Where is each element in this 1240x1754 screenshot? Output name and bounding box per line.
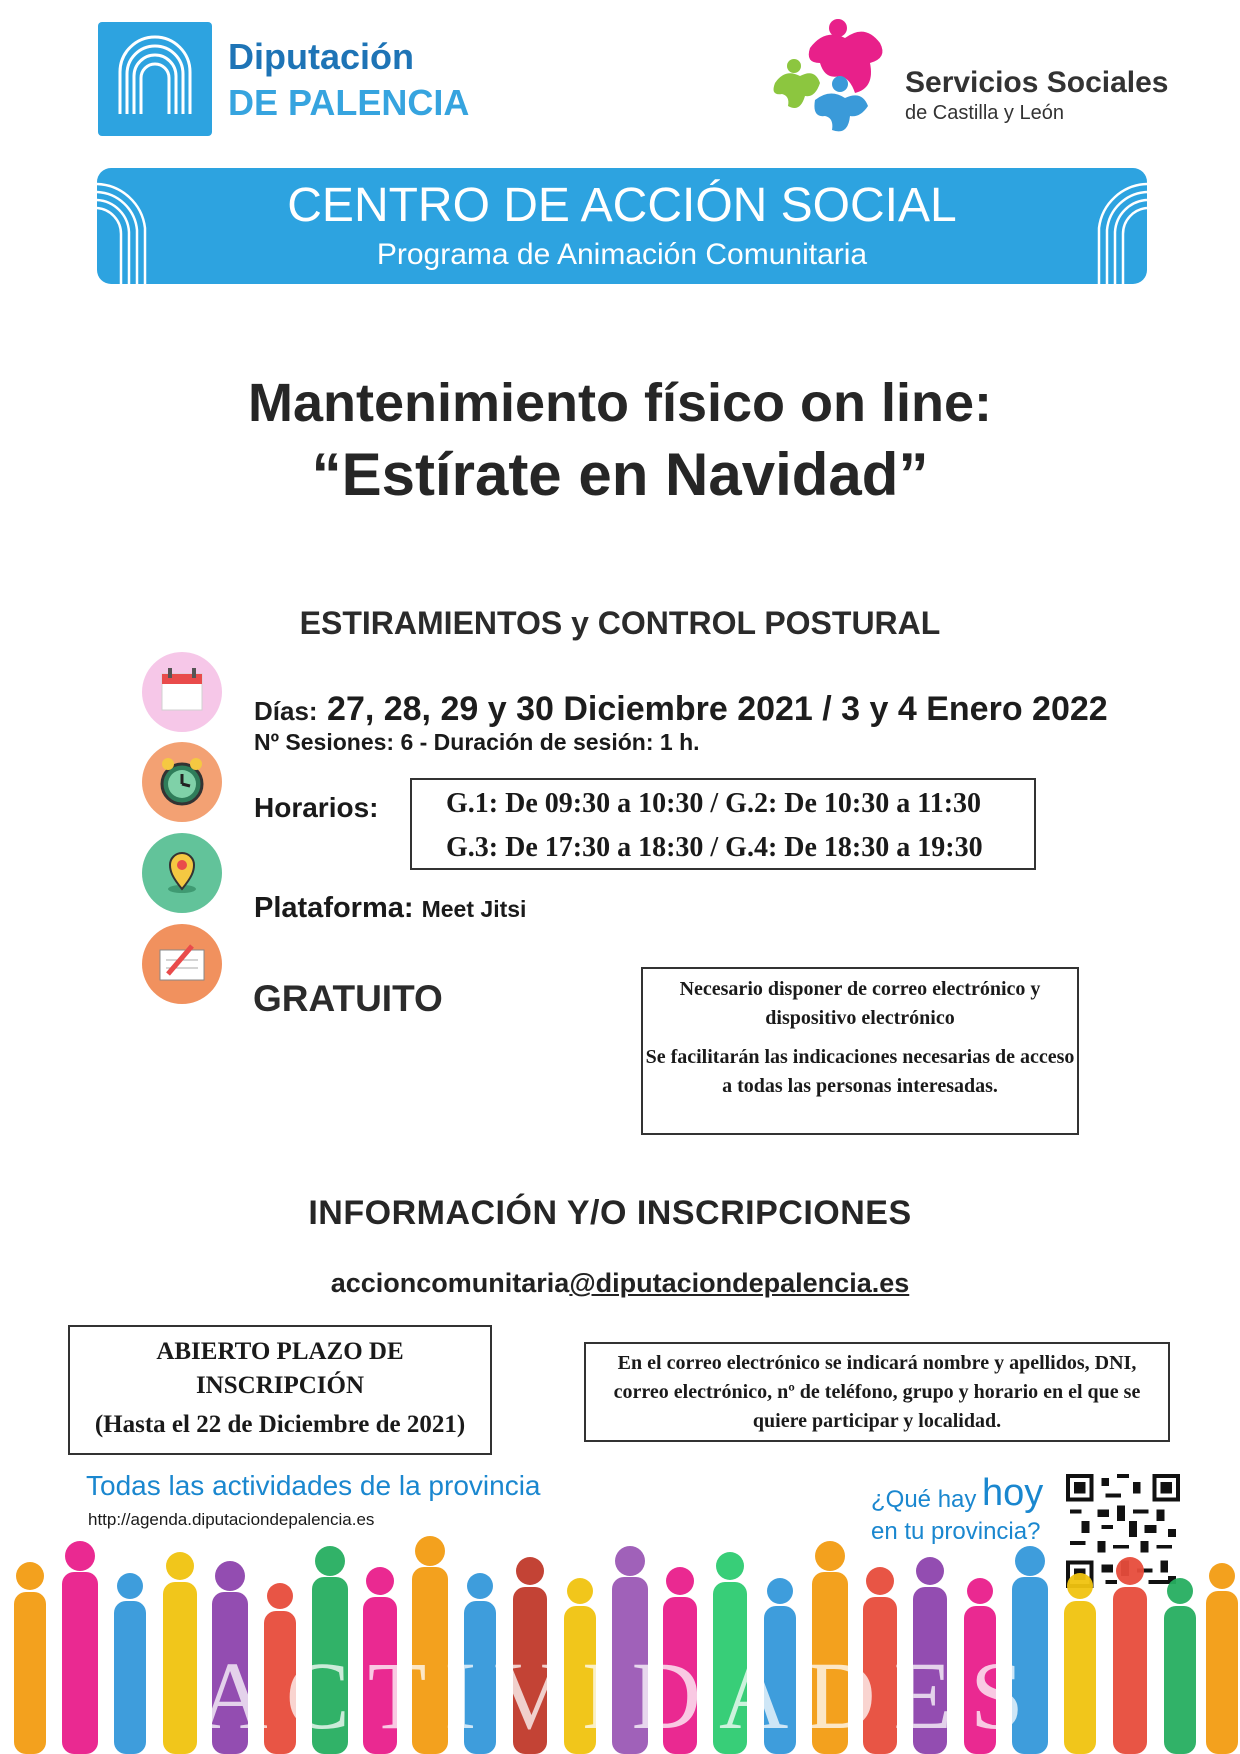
agenda-title: Todas las actividades de la provincia	[86, 1470, 541, 1501]
diputacion-logo-icon	[98, 22, 212, 136]
calendar-icon	[142, 652, 222, 732]
activity-subtitle: ESTIRAMIENTOS y CONTROL POSTURAL	[299, 605, 941, 641]
servicios-sociales-logo-icon	[770, 18, 920, 148]
diputacion-name-line2: DE PALENCIA	[228, 82, 470, 123]
dias-value: 27, 28, 29 y 30 Diciembre 2021 / 3 y 4 Enero 2022	[327, 690, 1108, 728]
dias-row	[254, 690, 1108, 729]
alarm-clock-icon	[142, 742, 222, 822]
horario-row: G.3: De 17:30 a 18:30 / G.4: De 18:30 a 19:30	[446, 832, 983, 863]
contact-email-link[interactable]	[0, 1268, 1240, 1299]
plazo-title: ABIERTO PLAZO DE INSCRIPCIÓN	[156, 1338, 404, 1399]
plataforma-value: Meet Jitsi	[421, 896, 527, 922]
actividades-watermark: ACTIVIDADES	[198, 1642, 1042, 1749]
banner-subtitle: Programa de Animación Comunitaria	[376, 238, 868, 271]
dias-label: Días:	[254, 696, 318, 726]
en-provincia-text: en tu provincia?	[871, 1518, 1041, 1545]
requirements-paragraph: Necesario disponer de correo electrónico y dispositivo electrónico	[679, 978, 1041, 1029]
email-user: accioncomunitaria	[330, 1268, 570, 1298]
diputacion-name-line1: Diputación	[228, 36, 414, 77]
plataforma-row	[254, 892, 526, 925]
main-title-line2: “Estírate en Navidad”	[311, 441, 929, 508]
location-pin-icon	[142, 833, 222, 913]
horarios-label: Horarios:	[254, 792, 379, 823]
requirements-paragraph: Se facilitarán las indicaciones necesarias de acceso a todas las personas interesadas.	[645, 1046, 1075, 1097]
info-heading: INFORMACIÓN Y/O INSCRIPCIONES	[308, 1194, 912, 1232]
servicios-sociales-subtitle: de Castilla y León	[905, 102, 1064, 124]
requirements-box	[641, 967, 1079, 1135]
mail-instructions-text: En el correo electrónico se indicará nombre y apellidos, DNI, correo electrónico, nº de teléfono, grupo y horario en el que se quiere participar y localidad.	[613, 1352, 1141, 1432]
plazo-deadline: (Hasta el 22 de Diciembre de 2021)	[94, 1411, 466, 1438]
main-title-line1: Mantenimiento físico on line:	[247, 373, 993, 433]
servicios-sociales-title: Servicios Sociales	[905, 66, 1169, 99]
price-label: GRATUITO	[253, 978, 443, 1019]
que-hay-text: ¿Qué hay	[871, 1486, 977, 1513]
notepad-pencil-icon	[142, 924, 222, 1004]
horario-row: G.1: De 09:30 a 10:30 / G.2: De 10:30 a 11:30	[446, 788, 982, 819]
email-domain: @diputaciondepalencia.es	[569, 1268, 910, 1298]
plataforma-label: Plataforma:	[254, 892, 414, 924]
centro-accion-social-banner	[97, 168, 1147, 284]
sesiones-info: Nº Sesiones: 6 - Duración de sesión: 1 h.	[254, 729, 700, 755]
horarios-box	[410, 778, 1036, 870]
mail-instructions-box	[584, 1342, 1170, 1442]
banner-title: CENTRO DE ACCIÓN SOCIAL	[287, 179, 957, 232]
plazo-inscripcion-box	[68, 1325, 492, 1455]
agenda-url-link[interactable]: http://agenda.diputaciondepalencia.es	[88, 1510, 375, 1529]
hoy-text: hoy	[982, 1472, 1044, 1514]
